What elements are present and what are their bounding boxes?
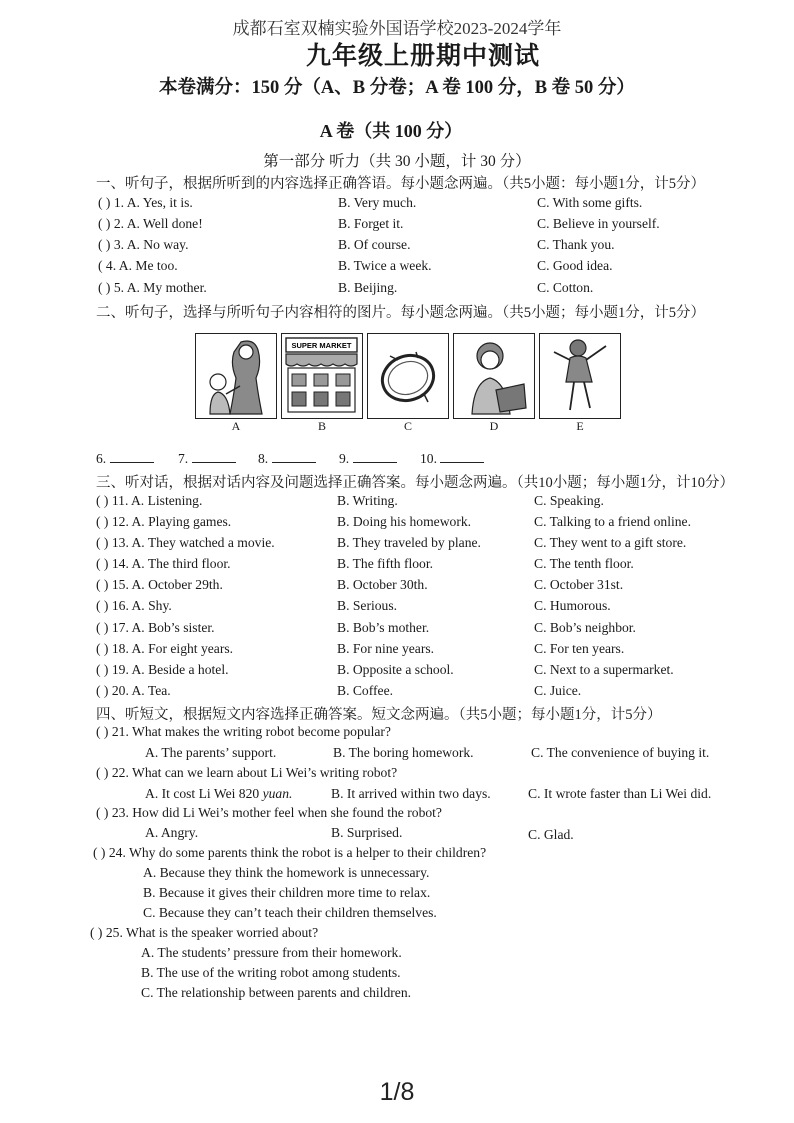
question-option-a: A. Because they think the homework is unnecessary. [143,865,430,880]
market-sign-text: SUPER MARKET [291,341,352,350]
section4-title: 四、听短文，根据短文内容选择正确答案。短文念两遍。（共5小题；每小题1分，计5分） [96,707,662,723]
question-option-b: B. It arrived within two days. [331,786,491,801]
girl-reading-illustration [454,334,533,417]
supermarket-illustration [282,334,361,417]
question-option-a: ( ) 1. A. Yes, it is. [98,195,193,210]
page-number: 1/8 [379,1078,415,1106]
question-option-a: A. The students’ pressure from their homework. [141,945,402,960]
question-stem: ( ) 24. Why do some parents think the robot is a helper to their children? [93,845,487,860]
picture-label: A [231,419,241,433]
question-option-a: ( 4. A. Me too. [98,258,178,273]
answer-blank[interactable]: 8. [258,451,316,467]
question-option-b: B. Twice a week. [338,258,432,273]
question-option-c: C. Cotton. [537,280,594,295]
answer-blank[interactable]: 10. [420,451,484,467]
answer-blank[interactable]: 7. [178,451,236,467]
question-option-c: C. Bob’s neighbor. [534,620,636,635]
question-option-b: B. Writing. [337,493,398,508]
question-option-c: C. Thank you. [537,237,615,252]
picture-a [195,333,277,419]
school-header: 成都石室双楠实验外国语学校2023-2024学年 [232,19,562,38]
answer-blank[interactable]: 9. [339,451,397,467]
question-option-b: B. Doing his homework. [337,514,472,529]
picture-label: E [576,419,584,433]
mother-child-illustration [196,334,275,417]
question-option-a: ( ) 20. A. Tea. [96,683,171,698]
question-option-c: C. Talking to a friend online. [534,514,691,529]
question-option-a: ( ) 15. A. October 29th. [96,577,223,592]
question-option-c: C. Next to a supermarket. [534,662,674,677]
question-option-b: B. Beijing. [338,280,398,295]
question-option-c: C. Speaking. [534,493,604,508]
picture-label: D [489,419,499,433]
question-option-a: ( ) 14. A. The third floor. [96,556,231,571]
question-option-c: C. Because they can’t teach their children themselves. [143,905,437,920]
picture-d [453,333,535,419]
question-option-a: ( ) 17. A. Bob’s sister. [96,620,215,635]
question-option-c: C. Believe in yourself. [537,216,660,231]
picture-c [367,333,449,419]
question-option-c: C. They went to a gift store. [534,535,687,550]
question-option-a: ( ) 18. A. For eight years. [96,641,234,656]
part1-title: 第一部分 听力（共 30 小题，计 30 分） [263,153,531,170]
question-option-b: B. Of course. [338,237,411,252]
question-stem: ( ) 23. How did Li Wei’s mother feel when she found the robot? [96,805,442,820]
question-option-b: B. October 30th. [337,577,428,592]
ring-illustration [368,334,447,417]
question-option-c: C. It wrote faster than Li Wei did. [528,786,712,801]
exam-title: 九年级上册期中测试 [305,43,540,70]
picture-b [281,333,363,419]
question-option-a: ( ) 16. A. Shy. [96,598,172,613]
question-option-b: B. The use of the writing robot among students. [141,965,401,980]
picture-e [539,333,621,419]
question-option-a: ( ) 19. A. Beside a hotel. [96,662,229,677]
currency-unit: yuan. [262,786,293,801]
question-option-b: B. The boring homework. [333,745,474,760]
question-option-b: B. Coffee. [337,683,394,698]
question-stem: ( ) 25. What is the speaker worried about? [90,925,319,940]
question-option-c: C. The tenth floor. [534,556,634,571]
question-option-c: C. Humorous. [534,598,611,613]
question-option-b: B. Serious. [337,598,398,613]
question-option-c: C. Glad. [528,827,574,842]
question-option-a: A. Angry. [145,825,199,840]
answer-blank[interactable]: 6. [96,451,154,467]
question-stem: ( ) 22. What can we learn about Li Wei’s writing robot? [96,765,398,780]
section3-title: 三、听对话，根据对话内容及问题选择正确答案。每小题念两遍。（共10小题；每小题1分，计10分） [96,475,734,491]
picture-label: B [317,419,326,433]
question-option-a: ( ) 13. A. They watched a movie. [96,535,275,550]
question-option-b: B. Very much. [338,195,417,210]
question-option-b: B. Opposite a school. [337,662,454,677]
picture-options [195,333,615,433]
question-option-a: A. The parents’ support. [145,745,277,760]
question-option-b: B. The fifth floor. [337,556,434,571]
question-option-c: C. October 31st. [534,577,624,592]
question-option-b: B. Because it gives their children more time to relax. [143,885,431,900]
question-option-c: C. The relationship between parents and children. [141,985,412,1000]
question-option-b: B. Bob’s mother. [337,620,430,635]
question-option-a: ( ) 11. A. Listening. [96,493,203,508]
question-option-b: B. Surprised. [331,825,403,840]
dancing-girl-illustration [540,334,619,417]
question-option-b: B. They traveled by plane. [337,535,481,550]
question-option-a: ( ) 3. A. No way. [98,237,189,252]
question-option-c: C. The convenience of buying it. [531,745,710,760]
question-option-a: ( ) 2. A. Well done! [98,216,203,231]
section1-title: 一、听句子，根据所听到的内容选择正确答语。每小题念两遍。（共5小题：每小题1分，计5分） [96,176,705,192]
question-option-a: ( ) 12. A. Playing games. [96,514,232,529]
question-option-c: C. Good idea. [537,258,613,273]
question-stem: ( ) 21. What makes the writing robot become popular? [96,724,391,739]
question-option-c: C. With some gifts. [537,195,643,210]
section2-title: 二、听句子，选择与所听句子内容相符的图片。每小题念两遍。（共5小题；每小题1分，计5分） [96,305,705,321]
picture-label: C [403,419,412,433]
question-option-a: ( ) 5. A. My mother. [98,280,207,295]
score-info: 本卷满分：150 分（A、B 分卷；A 卷 100 分，B 卷 50 分） [159,78,635,98]
question-option-b: B. For nine years. [337,641,435,656]
question-option-c: C. For ten years. [534,641,625,656]
question-option-b: B. Forget it. [338,216,404,231]
question-option-c: C. Juice. [534,683,582,698]
question-option-a: A. It cost Li Wei 820 yuan. [145,786,293,801]
volume-a-title: A 卷（共 100 分） [319,121,463,141]
